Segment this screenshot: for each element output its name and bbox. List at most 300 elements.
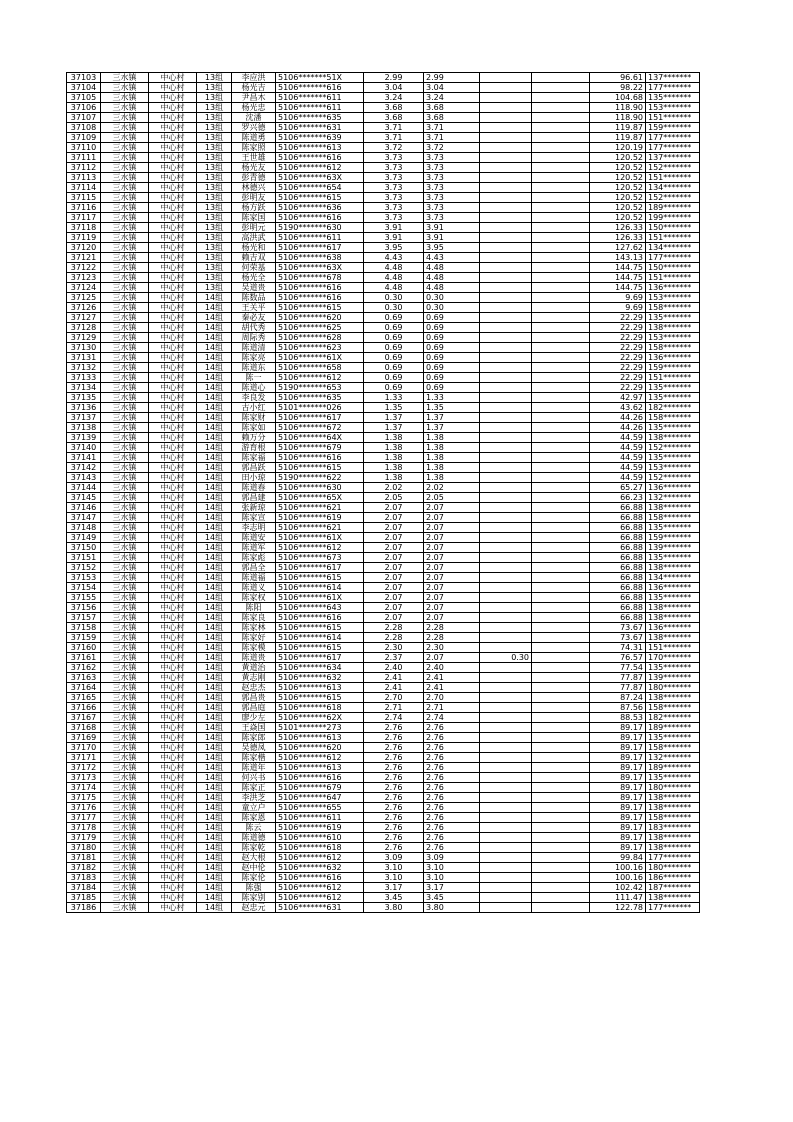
town-cell: 三水镇 (101, 603, 149, 613)
phone-cell: 136******* (646, 583, 700, 593)
id-number-cell: 5106*******631 (276, 123, 364, 133)
table-row (67, 283, 700, 293)
blank-cell (532, 383, 590, 393)
name-cell: 彭明元 (232, 223, 276, 233)
group-cell: 14组 (197, 843, 232, 853)
town-cell: 三水镇 (101, 753, 149, 763)
town-cell: 三水镇 (101, 793, 149, 803)
blank-cell (532, 183, 590, 193)
group-cell: 14组 (197, 733, 232, 743)
village-cell: 中心村 (149, 653, 197, 663)
name-cell: 陈道勇 (232, 133, 276, 143)
area-cell: 2.07 (364, 603, 424, 613)
phone-cell: 186******* (646, 873, 700, 883)
amount-cell: 73.67 (590, 623, 646, 633)
name-cell: 林德兴 (232, 183, 276, 193)
group-cell: 14组 (197, 793, 232, 803)
id-number-cell: 5106*******621 (276, 523, 364, 533)
area-confirmed-cell: 1.35 (424, 403, 480, 413)
area-extra-cell (480, 803, 532, 813)
village-cell: 中心村 (149, 403, 197, 413)
id-number-cell: 5106*******616 (276, 83, 364, 93)
town-cell: 三水镇 (101, 283, 149, 293)
blank-cell (532, 93, 590, 103)
area-extra-cell (480, 83, 532, 93)
area-confirmed-cell: 2.76 (424, 813, 480, 823)
group-cell: 14组 (197, 753, 232, 763)
group-cell: 13组 (197, 193, 232, 203)
amount-cell: 44.26 (590, 423, 646, 433)
id-number-cell: 5101*******273 (276, 723, 364, 733)
group-cell: 14组 (197, 393, 232, 403)
blank-cell (532, 503, 590, 513)
area-cell: 3.68 (364, 103, 424, 113)
phone-cell: 180******* (646, 863, 700, 873)
id-number-cell: 5106*******616 (276, 773, 364, 783)
area-extra-cell (480, 163, 532, 173)
town-cell: 三水镇 (101, 253, 149, 263)
area-confirmed-cell: 3.73 (424, 193, 480, 203)
area-confirmed-cell: 1.33 (424, 393, 480, 403)
row-number: 37184 (67, 883, 101, 893)
area-cell: 0.30 (364, 303, 424, 313)
area-extra-cell (480, 423, 532, 433)
id-number-cell: 5106*******630 (276, 483, 364, 493)
area-extra-cell (480, 483, 532, 493)
area-confirmed-cell: 4.43 (424, 253, 480, 263)
area-extra-cell (480, 873, 532, 883)
area-confirmed-cell: 3.73 (424, 183, 480, 193)
name-cell: 李应洪 (232, 73, 276, 83)
town-cell: 三水镇 (101, 643, 149, 653)
town-cell: 三水镇 (101, 113, 149, 123)
table-row (67, 193, 700, 203)
area-cell: 3.71 (364, 123, 424, 133)
area-confirmed-cell: 2.70 (424, 693, 480, 703)
area-cell: 0.30 (364, 293, 424, 303)
amount-cell: 104.68 (590, 93, 646, 103)
area-cell: 3.73 (364, 173, 424, 183)
amount-cell: 65.27 (590, 483, 646, 493)
blank-cell (532, 283, 590, 293)
amount-cell: 66.88 (590, 573, 646, 583)
group-cell: 14组 (197, 593, 232, 603)
area-cell: 0.69 (364, 313, 424, 323)
name-cell: 陈家良 (232, 613, 276, 623)
table-row (67, 533, 700, 543)
town-cell: 三水镇 (101, 633, 149, 643)
blank-cell (532, 523, 590, 533)
phone-cell: 136******* (646, 283, 700, 293)
blank-cell (532, 123, 590, 133)
area-cell: 3.91 (364, 233, 424, 243)
town-cell: 三水镇 (101, 673, 149, 683)
row-number: 37114 (67, 183, 101, 193)
group-cell: 14组 (197, 723, 232, 733)
area-cell: 2.07 (364, 533, 424, 543)
village-cell: 中心村 (149, 73, 197, 83)
group-cell: 14组 (197, 313, 232, 323)
table-row (67, 763, 700, 773)
village-cell: 中心村 (149, 773, 197, 783)
blank-cell (532, 113, 590, 123)
table-row (67, 453, 700, 463)
area-extra-cell (480, 903, 532, 913)
amount-cell: 118.90 (590, 113, 646, 123)
id-number-cell: 5106*******63X (276, 263, 364, 273)
area-extra-cell (480, 743, 532, 753)
name-cell: 杨光吉 (232, 83, 276, 93)
table-row (67, 593, 700, 603)
area-cell: 3.73 (364, 203, 424, 213)
group-cell: 14组 (197, 333, 232, 343)
table-row (67, 103, 700, 113)
table-row (67, 903, 700, 913)
amount-cell: 120.52 (590, 213, 646, 223)
amount-cell: 44.26 (590, 413, 646, 423)
id-number-cell: 5106*******613 (276, 143, 364, 153)
blank-cell (532, 723, 590, 733)
group-cell: 14组 (197, 473, 232, 483)
phone-cell: 135******* (646, 733, 700, 743)
phone-cell: 139******* (646, 543, 700, 553)
phone-cell: 151******* (646, 373, 700, 383)
name-cell: 罗兴德 (232, 123, 276, 133)
table-row (67, 133, 700, 143)
row-number: 37138 (67, 423, 101, 433)
name-cell: 吴德凤 (232, 743, 276, 753)
village-cell: 中心村 (149, 593, 197, 603)
area-extra-cell (480, 453, 532, 463)
blank-cell (532, 423, 590, 433)
village-cell: 中心村 (149, 843, 197, 853)
town-cell: 三水镇 (101, 123, 149, 133)
id-number-cell: 5106*******658 (276, 363, 364, 373)
amount-cell: 74.31 (590, 643, 646, 653)
group-cell: 14组 (197, 623, 232, 633)
row-number: 37174 (67, 783, 101, 793)
area-extra-cell (480, 693, 532, 703)
blank-cell (532, 573, 590, 583)
table-row (67, 73, 700, 83)
table-row (67, 553, 700, 563)
group-cell: 14组 (197, 553, 232, 563)
row-number: 37144 (67, 483, 101, 493)
village-cell: 中心村 (149, 543, 197, 553)
amount-cell: 44.59 (590, 473, 646, 483)
village-cell: 中心村 (149, 283, 197, 293)
area-confirmed-cell: 2.71 (424, 703, 480, 713)
area-cell: 2.05 (364, 493, 424, 503)
blank-cell (532, 613, 590, 623)
id-number-cell: 5106*******615 (276, 643, 364, 653)
name-cell: 陈家照 (232, 143, 276, 153)
group-cell: 14组 (197, 523, 232, 533)
row-number: 37157 (67, 613, 101, 623)
area-extra-cell (480, 233, 532, 243)
blank-cell (532, 273, 590, 283)
area-cell: 1.38 (364, 463, 424, 473)
name-cell: 陈家模 (232, 643, 276, 653)
area-confirmed-cell: 2.07 (424, 543, 480, 553)
id-number-cell: 5101*******026 (276, 403, 364, 413)
area-cell: 2.76 (364, 843, 424, 853)
row-number: 37108 (67, 123, 101, 133)
area-confirmed-cell: 2.76 (424, 743, 480, 753)
amount-cell: 118.90 (590, 103, 646, 113)
phone-cell: 138******* (646, 893, 700, 903)
name-cell: 郭昌建 (232, 493, 276, 503)
town-cell: 三水镇 (101, 313, 149, 323)
village-cell: 中心村 (149, 703, 197, 713)
area-extra-cell (480, 573, 532, 583)
blank-cell (532, 213, 590, 223)
area-confirmed-cell: 3.10 (424, 863, 480, 873)
name-cell: 黄道治 (232, 663, 276, 673)
area-extra-cell (480, 583, 532, 593)
blank-cell (532, 633, 590, 643)
area-confirmed-cell: 2.76 (424, 753, 480, 763)
area-extra-cell (480, 223, 532, 233)
area-cell: 3.73 (364, 163, 424, 173)
amount-cell: 89.17 (590, 773, 646, 783)
blank-cell (532, 903, 590, 913)
id-number-cell: 5106*******623 (276, 343, 364, 353)
town-cell: 三水镇 (101, 763, 149, 773)
amount-cell: 89.17 (590, 723, 646, 733)
amount-cell: 120.52 (590, 193, 646, 203)
table-row (67, 803, 700, 813)
row-number: 37115 (67, 193, 101, 203)
id-number-cell: 5106*******638 (276, 253, 364, 263)
town-cell: 三水镇 (101, 323, 149, 333)
name-cell: 张新琼 (232, 503, 276, 513)
name-cell: 李志明 (232, 523, 276, 533)
phone-cell: 150******* (646, 223, 700, 233)
row-number: 37135 (67, 393, 101, 403)
blank-cell (532, 83, 590, 93)
name-cell: 郭昌全 (232, 563, 276, 573)
group-cell: 13组 (197, 183, 232, 193)
amount-cell: 66.88 (590, 533, 646, 543)
amount-cell: 42.97 (590, 393, 646, 403)
town-cell: 三水镇 (101, 483, 149, 493)
area-cell: 1.38 (364, 473, 424, 483)
area-confirmed-cell: 2.07 (424, 593, 480, 603)
table-row (67, 863, 700, 873)
town-cell: 三水镇 (101, 873, 149, 883)
town-cell: 三水镇 (101, 413, 149, 423)
village-cell: 中心村 (149, 363, 197, 373)
table-row (67, 313, 700, 323)
name-cell: 赖万分 (232, 433, 276, 443)
row-number: 37142 (67, 463, 101, 473)
area-cell: 2.07 (364, 593, 424, 603)
phone-cell: 189******* (646, 203, 700, 213)
name-cell: 陈强 (232, 883, 276, 893)
group-cell: 13组 (197, 73, 232, 83)
blank-cell (532, 473, 590, 483)
amount-cell: 100.16 (590, 863, 646, 873)
name-cell: 陈家权 (232, 593, 276, 603)
phone-cell: 180******* (646, 683, 700, 693)
phone-cell: 159******* (646, 533, 700, 543)
blank-cell (532, 103, 590, 113)
area-cell: 3.91 (364, 223, 424, 233)
area-extra-cell (480, 153, 532, 163)
village-cell: 中心村 (149, 763, 197, 773)
phone-cell: 151******* (646, 643, 700, 653)
area-cell: 3.72 (364, 143, 424, 153)
phone-cell: 153******* (646, 463, 700, 473)
row-number: 37153 (67, 573, 101, 583)
group-cell: 14组 (197, 803, 232, 813)
town-cell: 三水镇 (101, 663, 149, 673)
row-number: 37165 (67, 693, 101, 703)
table-row (67, 673, 700, 683)
area-extra-cell (480, 443, 532, 453)
area-extra-cell (480, 343, 532, 353)
area-cell: 2.07 (364, 513, 424, 523)
id-number-cell: 5106*******655 (276, 803, 364, 813)
village-cell: 中心村 (149, 453, 197, 463)
area-extra-cell (480, 93, 532, 103)
village-cell: 中心村 (149, 533, 197, 543)
blank-cell (532, 853, 590, 863)
table-row (67, 503, 700, 513)
row-number: 37182 (67, 863, 101, 873)
town-cell: 三水镇 (101, 883, 149, 893)
area-confirmed-cell: 3.09 (424, 853, 480, 863)
id-number-cell: 5106*******654 (276, 183, 364, 193)
blank-cell (532, 223, 590, 233)
id-number-cell: 5106*******613 (276, 733, 364, 743)
table-row (67, 483, 700, 493)
name-cell: 童立户 (232, 803, 276, 813)
area-extra-cell (480, 393, 532, 403)
blank-cell (532, 643, 590, 653)
group-cell: 13组 (197, 253, 232, 263)
area-confirmed-cell: 3.80 (424, 903, 480, 913)
area-extra-cell (480, 893, 532, 903)
amount-cell: 22.29 (590, 373, 646, 383)
row-number: 37139 (67, 433, 101, 443)
group-cell: 14组 (197, 763, 232, 773)
group-cell: 14组 (197, 433, 232, 443)
town-cell: 三水镇 (101, 183, 149, 193)
amount-cell: 77.87 (590, 683, 646, 693)
area-extra-cell (480, 593, 532, 603)
area-cell: 2.28 (364, 633, 424, 643)
name-cell: 郭昌贵 (232, 693, 276, 703)
blank-cell (532, 243, 590, 253)
id-number-cell: 5106*******612 (276, 893, 364, 903)
village-cell: 中心村 (149, 813, 197, 823)
id-number-cell: 5106*******617 (276, 563, 364, 573)
phone-cell: 135******* (646, 313, 700, 323)
id-number-cell: 5106*******615 (276, 193, 364, 203)
area-cell: 2.28 (364, 623, 424, 633)
table-row (67, 683, 700, 693)
row-number: 37125 (67, 293, 101, 303)
name-cell: 李洪芝 (232, 793, 276, 803)
area-extra-cell (480, 713, 532, 723)
area-confirmed-cell: 0.69 (424, 383, 480, 393)
id-number-cell: 5106*******612 (276, 853, 364, 863)
blank-cell (532, 453, 590, 463)
row-number: 37147 (67, 513, 101, 523)
id-number-cell: 5106*******615 (276, 463, 364, 473)
area-confirmed-cell: 2.76 (424, 823, 480, 833)
area-confirmed-cell: 2.76 (424, 793, 480, 803)
name-cell: 陈家郎 (232, 733, 276, 743)
amount-cell: 120.52 (590, 183, 646, 193)
area-extra-cell (480, 493, 532, 503)
village-cell: 中心村 (149, 493, 197, 503)
row-number: 37177 (67, 813, 101, 823)
table-row (67, 623, 700, 633)
row-number: 37179 (67, 833, 101, 843)
table-row (67, 383, 700, 393)
row-number: 37119 (67, 233, 101, 243)
name-cell: 陈道年 (232, 763, 276, 773)
name-cell: 王世雄 (232, 153, 276, 163)
table-row (67, 263, 700, 273)
name-cell: 陈家宣 (232, 513, 276, 523)
town-cell: 三水镇 (101, 733, 149, 743)
phone-cell: 182******* (646, 713, 700, 723)
area-cell: 2.07 (364, 573, 424, 583)
amount-cell: 102.42 (590, 883, 646, 893)
table-row (67, 243, 700, 253)
town-cell: 三水镇 (101, 783, 149, 793)
table-row (67, 773, 700, 783)
amount-cell: 144.75 (590, 283, 646, 293)
amount-cell: 99.84 (590, 853, 646, 863)
amount-cell: 120.52 (590, 203, 646, 213)
id-number-cell: 5106*******615 (276, 693, 364, 703)
group-cell: 14组 (197, 423, 232, 433)
table-row (67, 413, 700, 423)
area-cell: 3.09 (364, 853, 424, 863)
blank-cell (532, 603, 590, 613)
group-cell: 14组 (197, 353, 232, 363)
town-cell: 三水镇 (101, 493, 149, 503)
area-cell: 2.07 (364, 583, 424, 593)
area-cell: 2.30 (364, 643, 424, 653)
name-cell: 陈家楷 (232, 753, 276, 763)
village-cell: 中心村 (149, 833, 197, 843)
row-number: 37156 (67, 603, 101, 613)
village-cell: 中心村 (149, 733, 197, 743)
id-number-cell: 5106*******615 (276, 623, 364, 633)
town-cell: 三水镇 (101, 613, 149, 623)
area-extra-cell (480, 143, 532, 153)
town-cell: 三水镇 (101, 573, 149, 583)
phone-cell: 134******* (646, 183, 700, 193)
area-extra-cell (480, 673, 532, 683)
id-number-cell: 5106*******621 (276, 503, 364, 513)
village-cell: 中心村 (149, 163, 197, 173)
area-cell: 3.95 (364, 243, 424, 253)
id-number-cell: 5106*******634 (276, 663, 364, 673)
phone-cell: 153******* (646, 293, 700, 303)
id-number-cell: 5106*******617 (276, 243, 364, 253)
table-row (67, 723, 700, 733)
area-cell: 3.73 (364, 183, 424, 193)
area-extra-cell (480, 853, 532, 863)
area-cell: 2.76 (364, 763, 424, 773)
